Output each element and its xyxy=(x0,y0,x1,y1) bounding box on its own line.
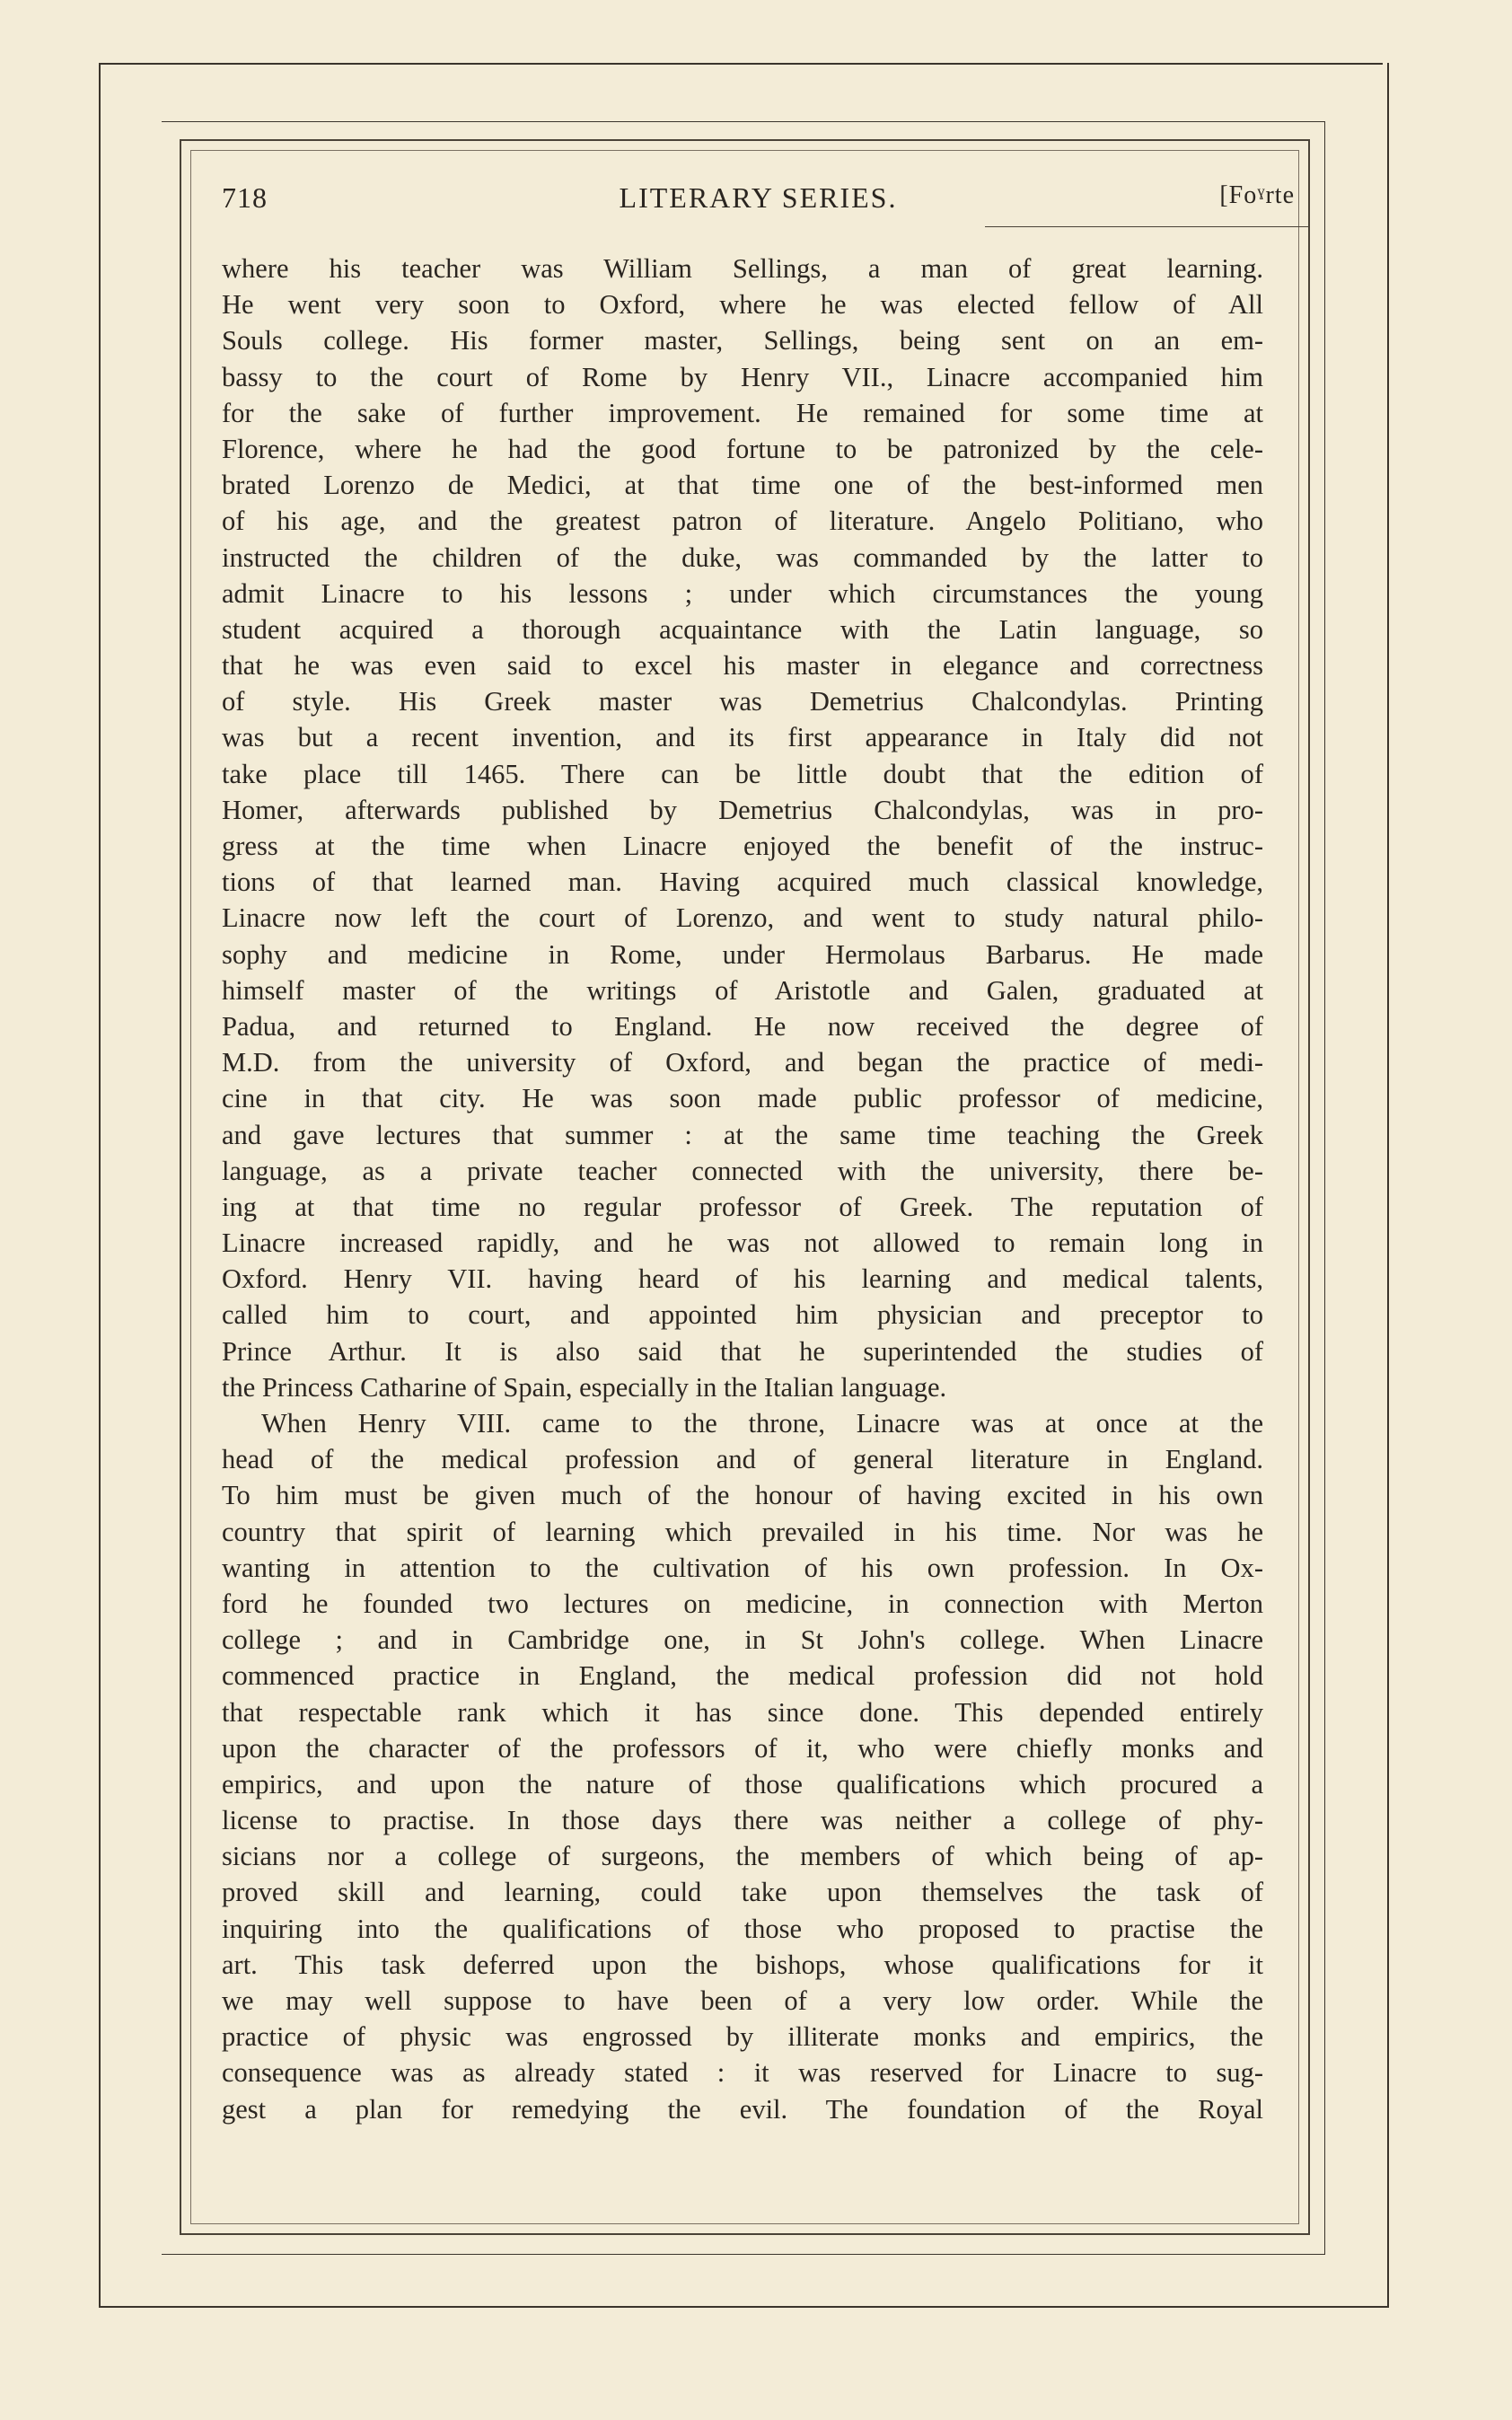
header-rule xyxy=(985,226,1308,227)
top-rule xyxy=(99,63,1383,65)
body-text xyxy=(222,251,1263,2127)
text-line: brated Lorenzo de Medici, at that time one of the best-informed men xyxy=(222,470,1263,501)
text-line: gest a plan for remedying the evil. The foundation of the Royal xyxy=(222,2093,1263,2125)
text-line: Florence, where he had the good fortune to be patronized by the cele- xyxy=(222,433,1263,464)
paragraph xyxy=(222,251,1263,1405)
inner-bottom-rule xyxy=(162,2254,1324,2255)
text-line: for the sake of further improvement. He remained for some time at xyxy=(222,397,1263,428)
text-line: ford he founded two lectures on medicine, in connection with Merton xyxy=(222,1588,1263,1619)
text-line: student acquired a thorough acquaintance with the Latin language, so xyxy=(222,613,1263,645)
text-line: where his teacher was William Sellings, a man of great learning. xyxy=(222,253,1263,284)
text-line: Homer, afterwards published by Demetrius Chalcondylas, was in pro- xyxy=(222,794,1263,825)
text-line: When Henry VIII. came to the throne, Linacre was at once at the xyxy=(261,1408,1263,1439)
text-line: practice of physic was engrossed by illiterate monks and empirics, the xyxy=(222,2021,1263,2053)
text-line: we may well suppose to have been of a very low order. While the xyxy=(222,1985,1263,2016)
running-header xyxy=(222,181,1295,217)
text-line: license to practise. In those days there was neither a college of phy- xyxy=(222,1805,1263,1836)
text-line: of his age, and the greatest patron of literature. Angelo Politiano, who xyxy=(222,506,1263,537)
text-line: wanting in attention to the cultivation of his own profession. In Ox- xyxy=(222,1552,1263,1583)
right-margin-rule xyxy=(1324,121,1325,2255)
text-line: Linacre now left the court of Lorenzo, and went to study natural philo- xyxy=(222,902,1263,934)
text-line: Souls college. His former master, Sellings, being sent on an em- xyxy=(222,325,1263,356)
left-rule xyxy=(99,63,101,2308)
text-line: language, as a private teacher connected with the university, there be- xyxy=(222,1155,1263,1186)
text-line: that respectable rank which it has since done. This depended entirely xyxy=(222,1696,1263,1728)
text-line: instructed the children of the duke, was commanded by the latter to xyxy=(222,541,1263,573)
text-line: college ; and in Cambridge one, in St John's college. When Linacre xyxy=(222,1624,1263,1656)
text-line: himself master of the writings of Aristotle and Galen, graduated at xyxy=(222,974,1263,1006)
running-title: LITERARY SERIES. xyxy=(619,181,898,214)
text-line: Linacre increased rapidly, and he was not allowed to remain long in xyxy=(222,1228,1263,1259)
text-line: To him must be given much of the honour of having excited in his own xyxy=(222,1480,1263,1511)
text-line: proved skill and learning, could take upon themselves the task of xyxy=(222,1877,1263,1908)
text-line: and gave lectures that summer : at the same time teaching the Greek xyxy=(222,1119,1263,1150)
text-line: the Princess Catharine of Spain, especially in the Italian language. xyxy=(222,1371,947,1403)
text-line: admit Linacre to his lessons ; under which circumstances the young xyxy=(222,577,1263,609)
text-line: country that spirit of learning which prevailed in his time. Nor was he xyxy=(222,1516,1263,1547)
text-line: Padua, and returned to England. He now received the degree of xyxy=(222,1010,1263,1042)
text-line: commenced practice in England, the medical profession did not hold xyxy=(222,1660,1263,1692)
text-line: sicians nor a college of surgeons, the members of which being of ap- xyxy=(222,1841,1263,1872)
text-line: art. This task deferred upon the bishops, whose qualifications for it xyxy=(222,1949,1263,1980)
text-line: called him to court, and appointed him physician and preceptor to xyxy=(222,1299,1263,1331)
text-line: of style. His Greek master was Demetrius Chalcondylas. Printing xyxy=(222,686,1263,717)
right-running-head: [Foˠrte xyxy=(1219,181,1295,209)
text-line: Oxford. Henry VII. having heard of his learning and medical talents, xyxy=(222,1263,1263,1295)
text-line: M.D. from the university of Oxford, and began the practice of medi- xyxy=(222,1047,1263,1078)
text-line: Prince Arthur. It is also said that he superintended the studies of xyxy=(222,1335,1263,1367)
text-line: take place till 1465. There can be little doubt that the edition of xyxy=(222,758,1263,789)
text-line: sophy and medicine in Rome, under Hermolaus Barbarus. He made xyxy=(222,938,1263,970)
page-number: 718 xyxy=(222,181,268,214)
text-line: tions of that learned man. Having acquired much classical knowledge, xyxy=(222,867,1263,898)
text-line: that he was even said to excel his master in elegance and correctness xyxy=(222,650,1263,682)
text-line: consequence was as already stated : it was reserved for Linacre to sug- xyxy=(222,2057,1263,2089)
text-line: He went very soon to Oxford, where he was elected fellow of All xyxy=(222,289,1263,321)
text-line: empirics, and upon the nature of those qualifications which procured a xyxy=(222,1768,1263,1800)
text-line: upon the character of the professors of it, who were chiefly monks and xyxy=(222,1732,1263,1764)
paragraph xyxy=(222,1405,1263,2127)
right-rule xyxy=(1387,63,1389,2308)
text-line: cine in that city. He was soon made public professor of medicine, xyxy=(222,1083,1263,1114)
inner-top-rule xyxy=(162,121,1324,122)
text-line: inquiring into the qualifications of those who proposed to practise the xyxy=(222,1913,1263,1944)
text-line: gress at the time when Linacre enjoyed the benefit of the instruc- xyxy=(222,831,1263,861)
text-line: ing at that time no regular professor of Greek. The reputation of xyxy=(222,1191,1263,1222)
text-line: head of the medical profession and of general literature in England. xyxy=(222,1444,1263,1475)
bottom-rule xyxy=(99,2306,1389,2308)
text-line: was but a recent invention, and its first appearance in Italy did not xyxy=(222,722,1263,753)
page-frame xyxy=(180,139,1310,2235)
text-line: bassy to the court of Rome by Henry VII., Linacre accompanied him xyxy=(222,361,1263,392)
